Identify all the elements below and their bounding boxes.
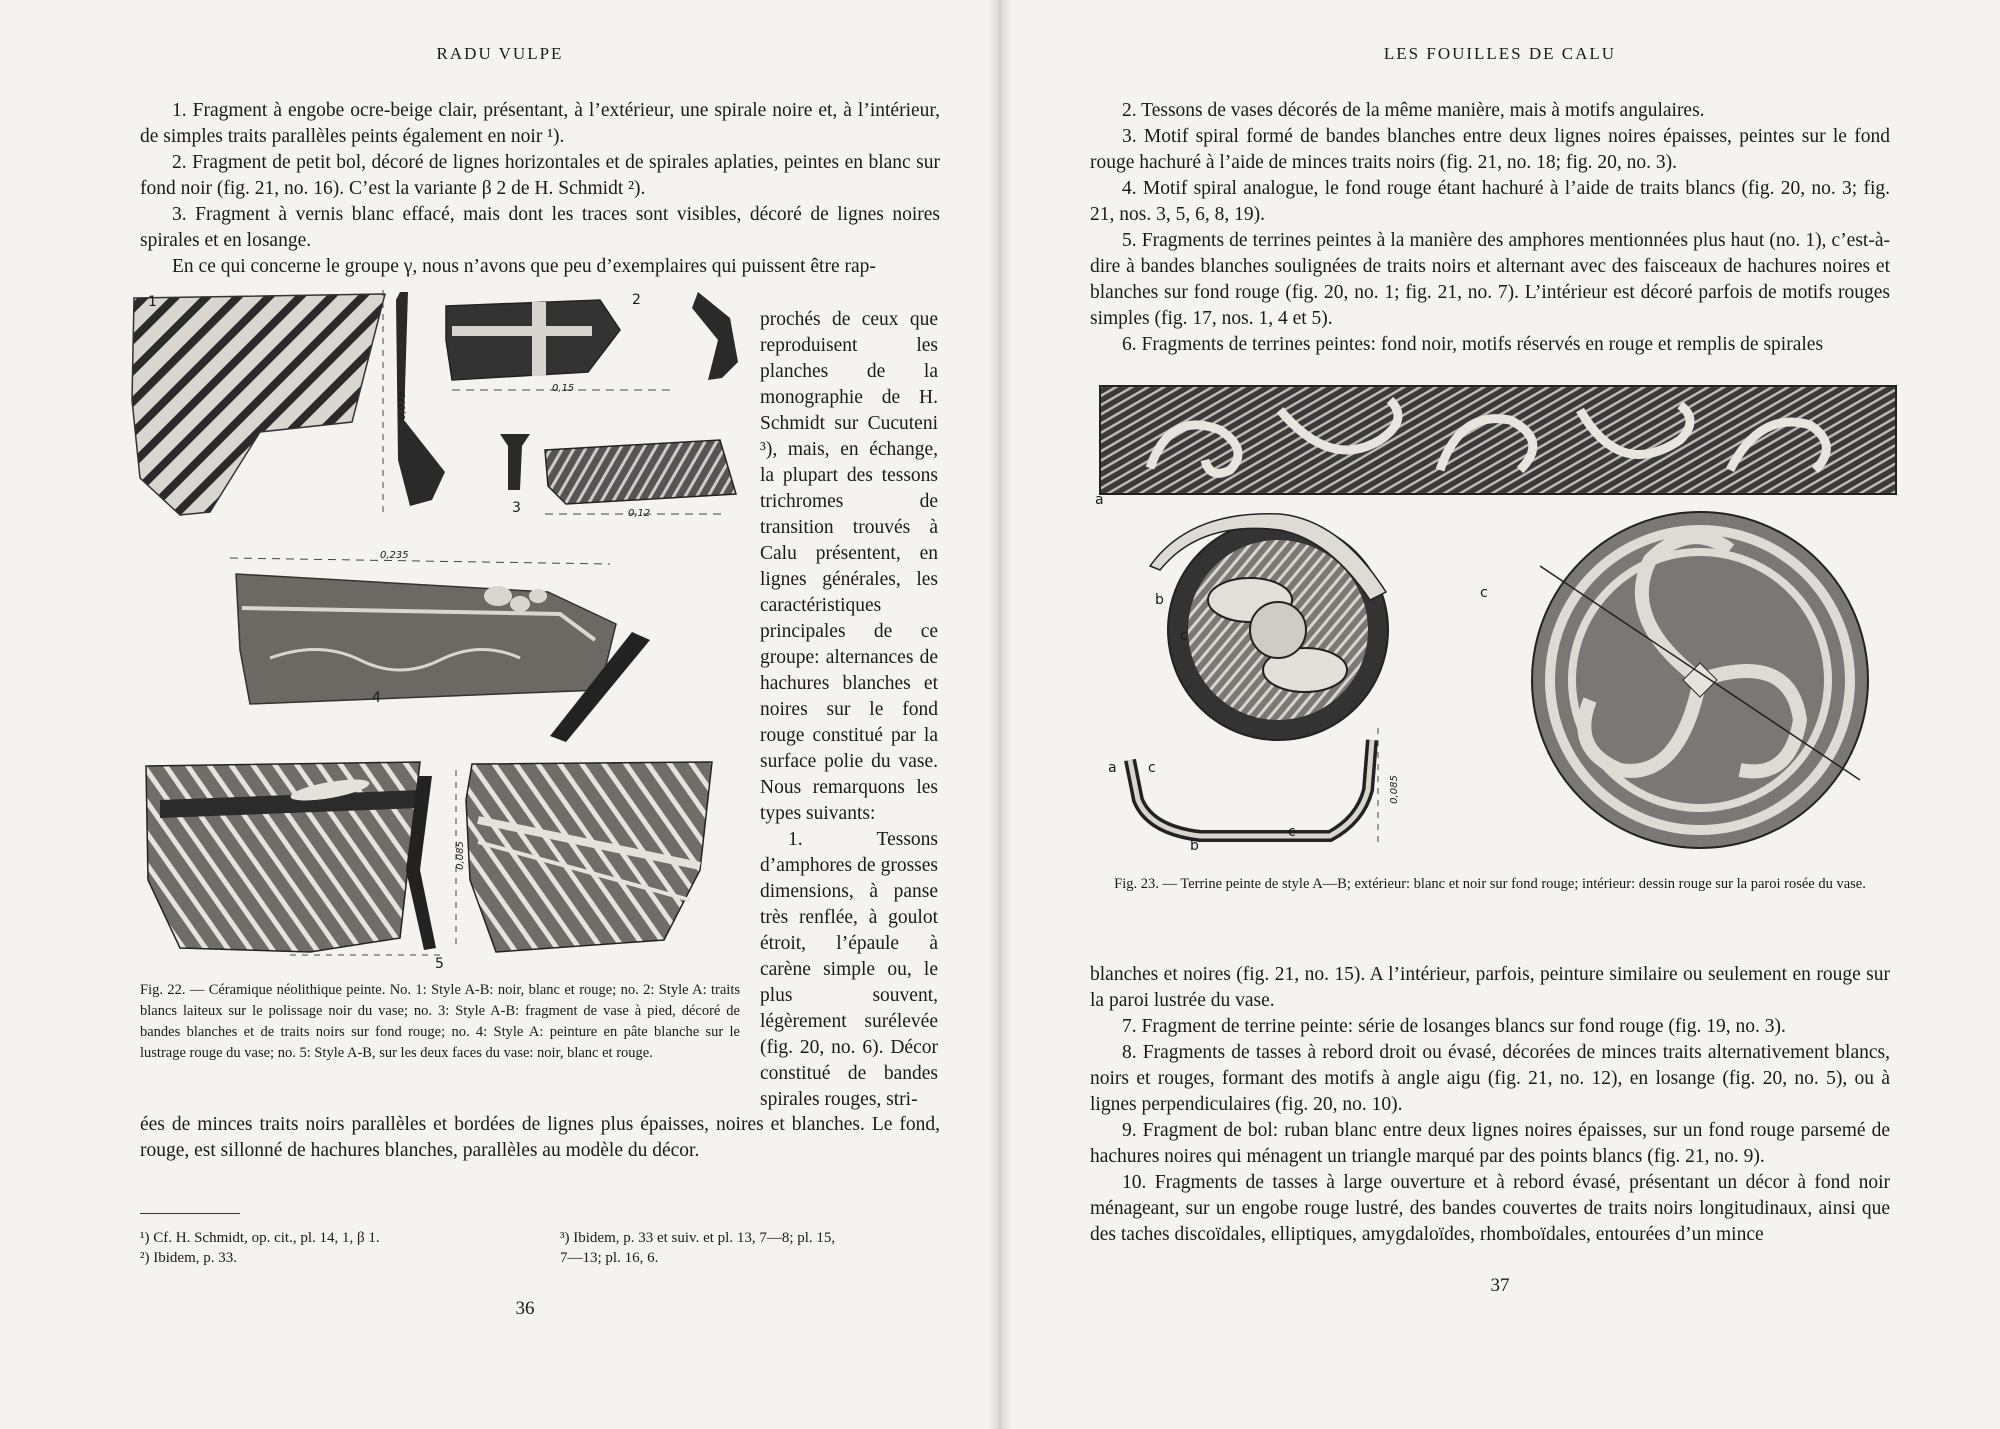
dimension-2: 0,15 <box>552 383 575 394</box>
footnote-3-cont: 7—13; pl. 16, 6. <box>560 1250 659 1266</box>
paragraph: 2. Tessons de vases décorés de la même manière, mais à motifs angulaires. <box>1122 100 1705 121</box>
footnote-2: ²) Ibidem, p. 33. <box>140 1250 237 1266</box>
dimension-bowl: 0,085 <box>1388 775 1400 804</box>
figure-label-a-profile: a <box>1108 760 1117 776</box>
paragraph: 3. Fragment à vernis blanc effacé, mais dont les traces sont visibles, décoré de lignes noires spirales et en losange. <box>140 204 940 251</box>
paragraph: 6. Fragments de terrines peintes: fond noir, motifs réservés en rouge et remplis de spirales <box>1122 334 1824 355</box>
figure-label-c-profile-2: c <box>1288 824 1296 840</box>
running-head-left: RADU VULPE <box>436 44 564 63</box>
figure-label-c: c <box>1480 585 1488 601</box>
figure-label-3: 3 <box>512 500 521 516</box>
figure-label-c-profile: c <box>1148 760 1156 776</box>
paragraph: 10. Fragments de tasses à large ouverture et à rebord évasé, présentant un décor à fond noir ménageant, sur un engobe rouge lustré, des bandes couvertes de traits noirs longitudinaux, ainsi que des taches discoïdales, elliptiques, amygdaloïdes, rhomboïdales, entourées d’un mince <box>1090 1172 1890 1245</box>
paragraph: blanches et noires (fig. 21, no. 15). A l’intérieur, parfois, peinture similaire ou seulement en rouge sur la paroi lustrée du vase. <box>1090 964 1890 1011</box>
page-number-right: 37 <box>1490 1275 1510 1296</box>
figure-label-b-profile: b <box>1190 838 1199 854</box>
right-page <box>1000 0 2000 1429</box>
paragraph: 1. Tessons d’amphores de grosses dimensions, à panse très renflée, à goulot étroit, l’épaule à carène simple ou, le plus souvent, légèrement surélevée (fig. 20, no. 6). Décor constitué de bandes spirales rouges, stri- <box>760 829 938 1110</box>
footnote-3: ³) Ibidem, p. 33 et suiv. et pl. 13, 7—8; pl. 15, <box>560 1230 836 1246</box>
paragraph: 1. Fragment à engobe ocre-beige clair, présentant, à l’extérieur, une spirale noire et, à l’intérieur, de simples traits parallèles peints également en noir ¹). <box>140 100 940 147</box>
figure-label-4: 4 <box>372 690 381 706</box>
figure-label-2: 2 <box>632 292 641 308</box>
paragraph: 4. Motif spiral analogue, le fond rouge étant hachuré à l’aide de traits blancs (fig. 20, no. 3; fig. 21, nos. 3, 5, 6, 8, 19). <box>1090 178 1890 225</box>
figure-23-caption: Fig. 23. — Terrine peinte de style A—B; extérieur: blanc et noir sur fond rouge; intérieur: dessin rouge sur la paroi rosée du vase. <box>1114 876 1866 892</box>
page-number-left: 36 <box>515 1298 535 1319</box>
dimension-3: 0,12 <box>628 508 651 519</box>
right-text-bottom <box>1090 962 1890 1248</box>
paragraph: En ce qui concerne le groupe γ, nous n’avons que peu d’exemplaires qui puissent être rap- <box>172 256 876 277</box>
paragraph: 8. Fragments de tasses à rebord droit ou évasé, décorées de minces traits alternativement blancs, noirs et rouges, formant des motifs à angle aigu (fig. 21, no. 12), en losange (fig. 20, no. 5), ou à lignes perpendiculaires (fig. 20, no. 10). <box>1090 1042 1890 1115</box>
paragraph: 3. Motif spiral formé de bandes blanches entre deux lignes noires épaisses, peintes sur le fond rouge hachuré à l’aide de minces traits noirs (fig. 21, no. 18; fig. 20, no. 3). <box>1090 126 1890 173</box>
paragraph: 7. Fragment de terrine peinte: série de losanges blancs sur fond rouge (fig. 19, no. 3). <box>1122 1016 1786 1037</box>
paragraph: 9. Fragment de bol: ruban blanc entre deux lignes noires épaisses, sur un fond rouge parsemé de hachures noires qui ménagent un triangle marqué par des points blancs (fig. 21, no. 9). <box>1090 1120 1890 1167</box>
figure-22-caption: Fig. 22. — Céramique néolithique peinte. No. 1: Style A-B: noir, blanc et rouge; no. 2: Style A: traits blancs laiteux sur le polissage noir du vase; no. 3: Style A-B: fragment de vase à pied, décoré de bandes blanches et de traits noirs sur fond rouge; no. 4: Style A: peinture en pâte blanche sur le lustrage rouge du vase; no. 5: Style A-B, sur les deux faces du vase: noir, blanc et rouge. <box>140 982 740 1061</box>
footnote-rule <box>140 1213 240 1214</box>
dimension-4: 0,235 <box>380 550 409 561</box>
paragraph: 5. Fragments de terrines peintes à la manière des amphores mentionnées plus haut (no. 1), c’est-à-dire à bandes blanches soulignées de traits noirs et alternant avec des faisceaux de hachures noires et blanches sur fond rouge (fig. 20, no. 1; fig. 21, no. 7). L’intérieur est décoré parfois de motifs rouges simples (fig. 17, nos. 1, 4 et 5). <box>1090 230 1890 329</box>
figure-label-c-bowl: c <box>1180 628 1188 644</box>
paragraph: 2. Fragment de petit bol, décoré de lignes horizontales et de spirales aplaties, peintes en blanc sur fond noir (fig. 21, no. 16). C’est la variante β 2 de H. Schmidt ²). <box>140 152 940 199</box>
figure-label-1: 1 <box>148 294 157 310</box>
figure-label-a: a <box>1095 492 1104 508</box>
figure-label-5: 5 <box>435 956 444 972</box>
paragraph: ées de minces traits noirs parallèles et bordées de lignes plus épaisses, noires et blanches. Le fond, rouge, est sillonné de hachures blanches, parallèles au modèle du décor. <box>140 1114 940 1161</box>
dimension-5: 0,085 <box>454 841 466 870</box>
paragraph: prochés de ceux que reproduisent les planches de la monographie de H. Schmidt sur Cucuteni ³), mais, en échange, la plupart des tessons trichromes de transition trouvés à Calu présentent, en lignes générales, les caractéristiques principales de ce groupe: alternances de hachures blanches et noires sur le fond rouge constitué par la surface polie du vase. Nous remarquons les types suivants: <box>760 309 938 824</box>
footnote-1: ¹) Cf. H. Schmidt, op. cit., pl. 14, 1, β 1. <box>140 1230 380 1246</box>
running-head-right: LES FOUILLES DE CALU <box>1383 44 1617 63</box>
figure-label-b: b <box>1155 592 1164 608</box>
dimension-1: 0,075 <box>396 391 408 420</box>
left-text-bottom <box>140 1112 940 1164</box>
